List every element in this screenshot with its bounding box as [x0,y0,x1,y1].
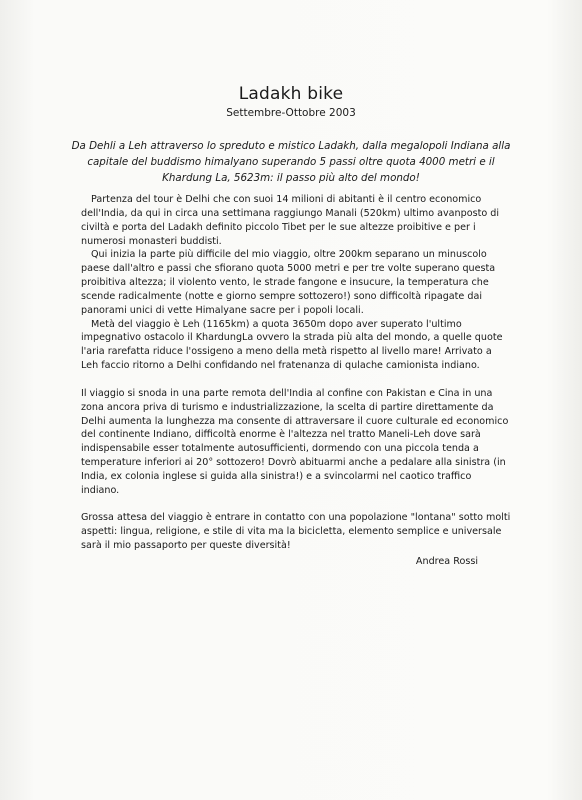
paragraph-departure: Partenza del tour è Delhi che con suoi 14 milioni di abitanti è il centro economico dell'India, da qui in circa una settimana raggiungo Manali (520km) ultimo avanposto di civiltà e porta del Ladakh definito piccolo Tibet per le sue altezze proibitive e per i numerosi monasteri buddisti. [81,194,500,247]
signature: Andrea Rossi [415,556,478,567]
document-date: Settembre-Ottobre 2003 [226,107,356,119]
document-title: Ladakh bike [238,84,344,104]
paragraph-difficult-part: Qui inizia la parte più difficile del mio viaggio, oltre 200km separano un minuscolo paese dall'altro e passi che sfiorano quota 5000 metri e per tre volte superano questa proibitiva altezza; il violento vento, le strade fangone e insucure, la temperatura che scende radicalmente (notte e giorno sempre sottozero!) sono difficoltà ripagate dai panorami unici di vette Himalyane sacre per i popoli locali. [81,249,496,316]
paragraph-route: Il viaggio si snoda in una parte remota dell'India al confine con Pakistan e Cina in una zona ancora priva di turismo e industrializzazione, la scelta di partire direttamente da Delhi aumenta la lunghezza ma consente di attraversare il cuore culturale ed economico del continente Indiano, difficoltà enorme è l'altezza nel tratto Maneli-Leh dove sarà indispensabile esser totalmente autosufficienti, dormendo con una piccola tenda a temperature inferiori ai 20° sottozero! Dovrò abituarmi anche a pedalare alla sinistra (in India, ex colonia inglese si guida alla sinistra!) e a svincolarmi nel caotico traffico indiano. [81,387,509,496]
paragraph-leh: Metà del viaggio è Leh (1165km) a quota 3650m dopo aver superato l'ultimo impegnativo ostacolo il KhardungLa ovvero la strada più alta del mondo, a quelle quote l'aria rarefatta riduce l'ossigeno a meno della metà rispetto al livello mare! Arrivato a Leh faccio ritorno a Delhi confidando nel fratenanza di qulache camionista indiano. [81,318,503,372]
paragraph-expectations: Grossa attesa del viaggio è entrare in contatto con una popolazione "lontana" sotto molti aspetti: lingua, religione, e stile di vita ma la bicicletta, elemento semplice e universale sarà il mio passaporto per queste diversità! [81,512,511,552]
intro-paragraph: Da Dehli a Leh attraverso lo spreduto e mistico Ladakh, dalla megalopoli Indiana alla capitale del buddismo himalyano superando 5 passi oltre quota 4000 metri e il Khardung La, 5623m: il passo più alto del mondo! [71,140,511,184]
body-text [81,193,511,553]
